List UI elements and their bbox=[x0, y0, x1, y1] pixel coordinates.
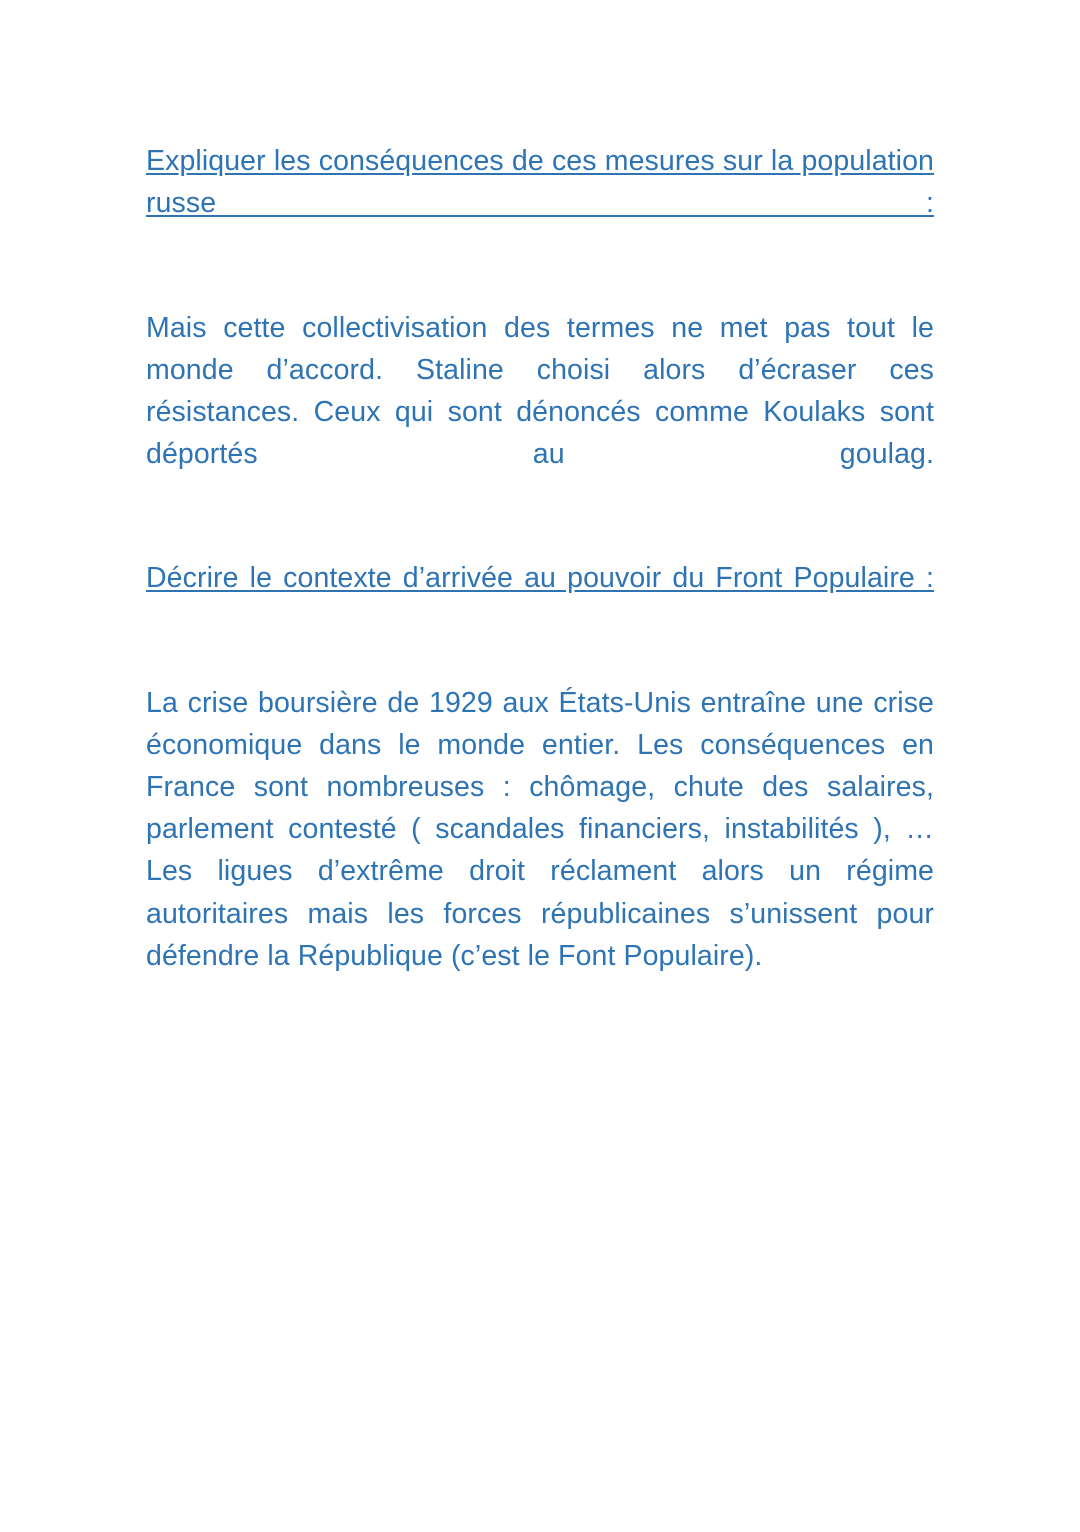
section-heading-front-populaire: Décrire le contexte d’arrivée au pouvoir du Front Populaire : bbox=[146, 562, 934, 595]
section-heading-consequences: Expliquer les conséquences de ces mesures sur la population russe : bbox=[146, 145, 934, 220]
paragraph-crise-1929: La crise boursière de 1929 aux États-Unis entraîne une crise économique dans le monde entier. Les conséquences en France sont nombreuses : chômage, chute des salaires, parlement contesté ( scandales financiers, instabilités ), … Les ligues d’extrême droit réclament alors un régime autoritaires mais les forces républicaines s’unissent pour défendre la République (c’est le Font Populaire). bbox=[146, 686, 934, 972]
spacer bbox=[146, 517, 934, 557]
spacer bbox=[146, 267, 934, 307]
paragraph-collectivisation: Mais cette collectivisation des termes ne met pas tout le monde d’accord. Staline choisi alors d’écraser ces résistances. Ceux qui sont dénoncés comme Koulaks sont déportés au goulag. bbox=[146, 311, 934, 471]
spacer bbox=[146, 642, 934, 682]
